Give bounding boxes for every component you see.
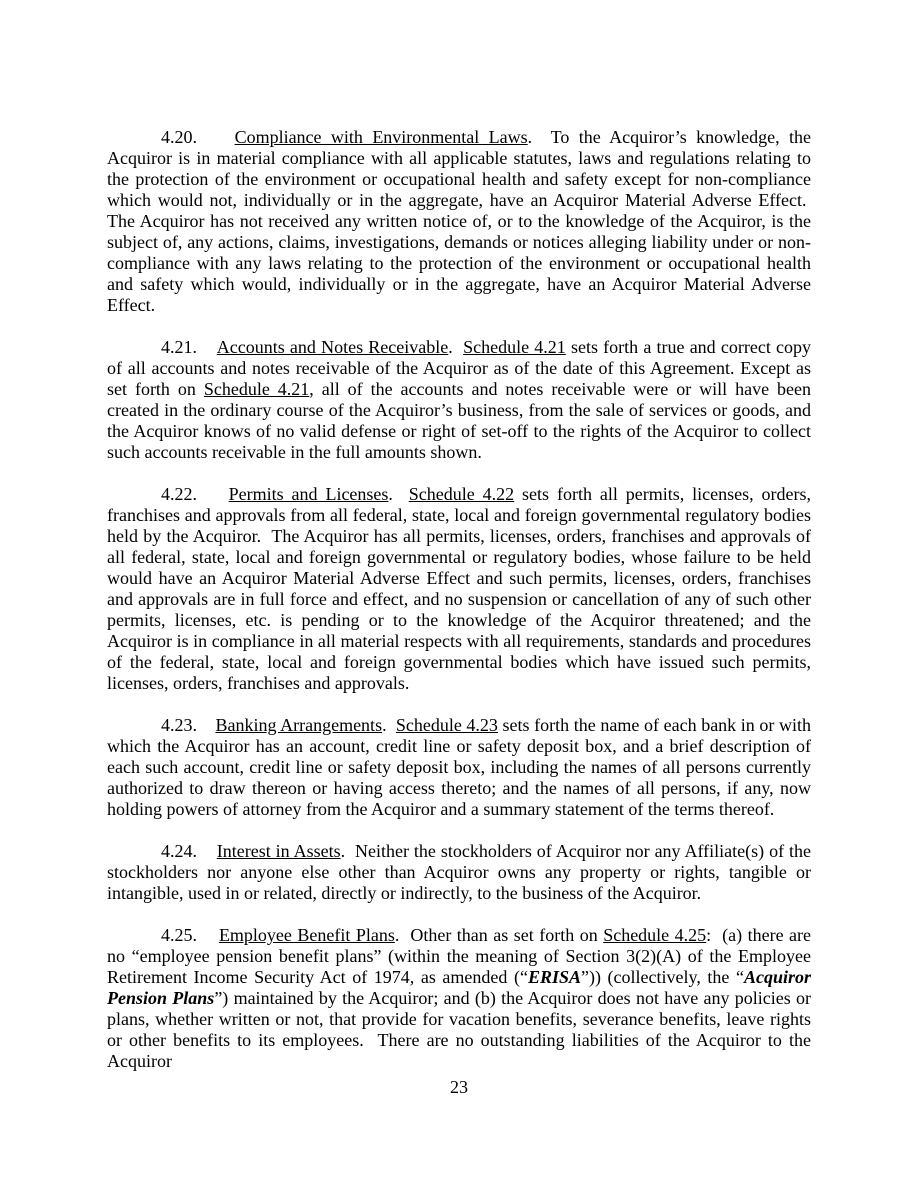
text-segment: . xyxy=(382,715,396,735)
document-body xyxy=(107,127,811,1093)
text-segment: Schedule 4.21 xyxy=(463,337,566,357)
text-segment: Schedule 4.22 xyxy=(408,484,515,504)
text-segment: ”)) (collectively, the “ xyxy=(581,967,744,987)
text-segment: Permits and Licenses xyxy=(228,484,389,504)
page-number: 23 xyxy=(450,1077,468,1097)
text-segment: ”) maintained by the Acquiror; and (b) the Acquiror does not have any policies or plans, whether written or not, that provide for vacation benefits, severance benefits, leave rights or other benefits to its employees. There are no outstanding liabilities of the Acquiror to the Acquiror xyxy=(107,988,812,1071)
paragraph-4-22 xyxy=(107,484,811,694)
text-segment: , all of the accounts and notes receivable were or will have been created in the ordinary course of the Acquiror’s business, from the sale of services or goods, and the Acquiror knows of no valid defense or right of set-off to the rights of the Acquiror to collect such accounts receivable in the full amounts shown. xyxy=(107,379,811,462)
text-segment: . Neither the stockholders of Acquiror nor any Affiliate(s) of the stockholders nor anyone else other than Acquiror owns any property or rights, tangible or intangible, used in or related, directly or indirectly, to the business of the Acquiror. xyxy=(107,841,812,903)
text-segment: sets forth the name of each bank in or with which the Acquiror has an account, credit line or safety deposit box, and a brief description of each such account, credit line or safety deposit box, including the names of all persons currently authorized to draw thereon or having access thereto; and the names of all persons, if any, now holding powers of attorney from the Acquiror and a summary statement of the terms thereof. xyxy=(107,715,812,819)
text-segment: . xyxy=(388,484,409,504)
text-segment: 4.20. xyxy=(161,127,235,147)
text-segment: : (a) there are no “employee pension benefit plans” (within the meaning of Section 3(2)(A) of the Employee Retirement Income Security Act of 1974, as amended (“ xyxy=(107,925,812,987)
text-segment: Employee Benefit Plans xyxy=(218,925,395,945)
paragraph-4-23 xyxy=(107,715,811,820)
text-segment: Compliance with Environmental Laws xyxy=(234,127,528,147)
text-segment: Interest in Assets xyxy=(216,841,341,861)
text-segment: Schedule 4.23 xyxy=(395,715,498,735)
text-segment: 4.23. xyxy=(161,715,216,735)
text-segment: . xyxy=(448,337,464,357)
text-segment: Schedule 4.25 xyxy=(603,925,707,945)
text-segment: Acquiror Pension Plans xyxy=(107,967,811,1008)
text-segment: 4.24. xyxy=(161,841,217,861)
text-segment: . To the Acquiror’s knowledge, the Acquiror is in material compliance with all applicable statutes, laws and regulations relating to the protection of the environment or occupational health and safety except for non-compliance which would not, individually or in the aggregate, have an Acquiror Material Adverse Effect. The Acquiror has not received any written notice of, or to the knowledge of the Acquiror, is the subject of, any actions, claims, investigations, demands or notices alleging liability under or non-compliance with any laws relating to the protection of the environment or occupational health and safety which would, individually or in the aggregate, have an Acquiror Material Adverse Effect. xyxy=(107,127,812,315)
text-segment: . Other than as set forth on xyxy=(394,925,604,945)
text-segment: Banking Arrangements xyxy=(215,715,383,735)
text-segment: 4.22. xyxy=(161,484,229,504)
text-segment: Schedule 4.21 xyxy=(203,379,310,399)
text-segment: ERISA xyxy=(527,967,581,987)
paragraph-4-20 xyxy=(107,127,811,316)
paragraph-4-25 xyxy=(107,925,811,1072)
text-segment: sets forth all permits, licenses, orders, franchises and approvals from all federal, state, local and foreign governmental regulatory bodies held by the Acquiror. The Acquiror has all permits, licenses, orders, franchises and approvals of all federal, state, local and foreign governmental or regulatory bodies, whose failure to be held would have an Acquiror Material Adverse Effect and such permits, licenses, orders, franchises and approvals are in full force and effect, and no suspension or cancellation of any of such other permits, licenses, etc. is pending or to the knowledge of the Acquiror threatened; and the Acquiror is in compliance in all material respects with all requirements, standards and procedures of the federal, state, local and foreign governmental bodies which have issued such permits, licenses, orders, franchises and approvals. xyxy=(107,484,812,693)
text-segment: 4.21. xyxy=(161,337,217,357)
paragraph-4-24 xyxy=(107,841,811,904)
paragraph-4-21 xyxy=(107,337,811,463)
text-segment: 4.25. xyxy=(161,925,219,945)
text-segment: Accounts and Notes Receivable xyxy=(216,337,449,357)
text-segment: sets forth a true and correct copy of all accounts and notes receivable of the Acquiror as of the date of this Agreement. Except as set forth on xyxy=(107,337,812,399)
